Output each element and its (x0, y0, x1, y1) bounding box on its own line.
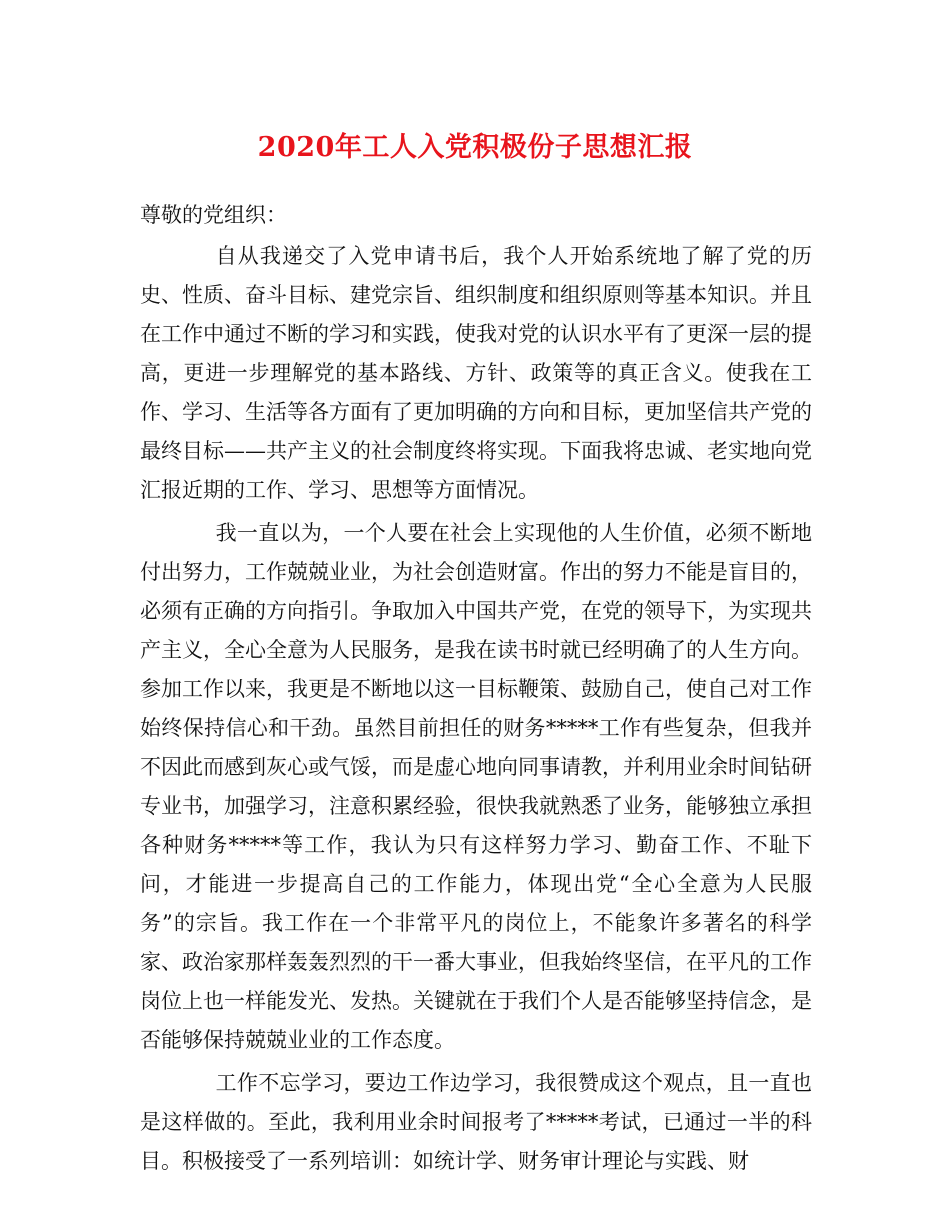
document-body (140, 196, 812, 1185)
paragraph-2: 我一直以为，一个人要在社会上实现他的人生价值，必须不断地付出努力，工作兢兢业业，为社会创造财富。作出的努力不能是盲目的，必须有正确的方向指引。争取加入中国共产党，在党的领导下，为实现共产主义，全心全意为人民服务，是我在读书时就已经明确了的人生方向。参加工作以来，我更是不断地以这一目标鞭策、鼓励自己，使自己对工作始终保持信心和干劲。虽然目前担任的财务*****工作有些复杂，但我并不因此而感到灰心或气馁，而是虚心地向同事请教，并利用业余时间钻研专业书，加强学习，注意积累经验，很快我就熟悉了业务，能够独立承担各种财务*****等工作，我认为只有这样努力学习、勤奋工作、不耻下问，才能进一步提高自己的工作能力，体现出党“全心全意为人民服务”的宗旨。我工作在一个非常平凡的岗位上，不能象许多著名的科学家、政治家那样轰轰烈烈的干一番大事业，但我始终坚信，在平凡的工作岗位上也一样能发光、发热。关键就在于我们个人是否能够坚持信念，是否能够保持兢兢业业的工作态度。 (140, 521, 812, 1052)
salutation: 尊敬的党组织： (140, 203, 287, 227)
paragraph-1: 自从我递交了入党申请书后，我个人开始系统地了解了党的历史、性质、奋斗目标、建党宗旨、组织制度和组织原则等基本知识。并且在工作中通过不断的学习和实践，使我对党的认识水平有了更深一层的提高，更进一步理解党的基本路线、方针、政策等的真正含义。使我在工作、学习、生活等各方面有了更加明确的方向和目标，更加坚信共产党的最终目标——共产主义的社会制度终将实现。下面我将忠诚、老实地向党汇报近期的工作、学习、思想等方面情况。 (140, 244, 812, 502)
paragraph-3: 工作不忘学习，要边工作边学习，我很赞成这个观点，且一直也是这样做的。至此，我利用业余时间报考了*****考试，已通过一半的科目。积极接受了一系列培训：如统计学、财务审计理论与实践、财 (140, 1071, 812, 1173)
document-title: 2020年工人入党积极份子思想汇报 (257, 132, 693, 163)
